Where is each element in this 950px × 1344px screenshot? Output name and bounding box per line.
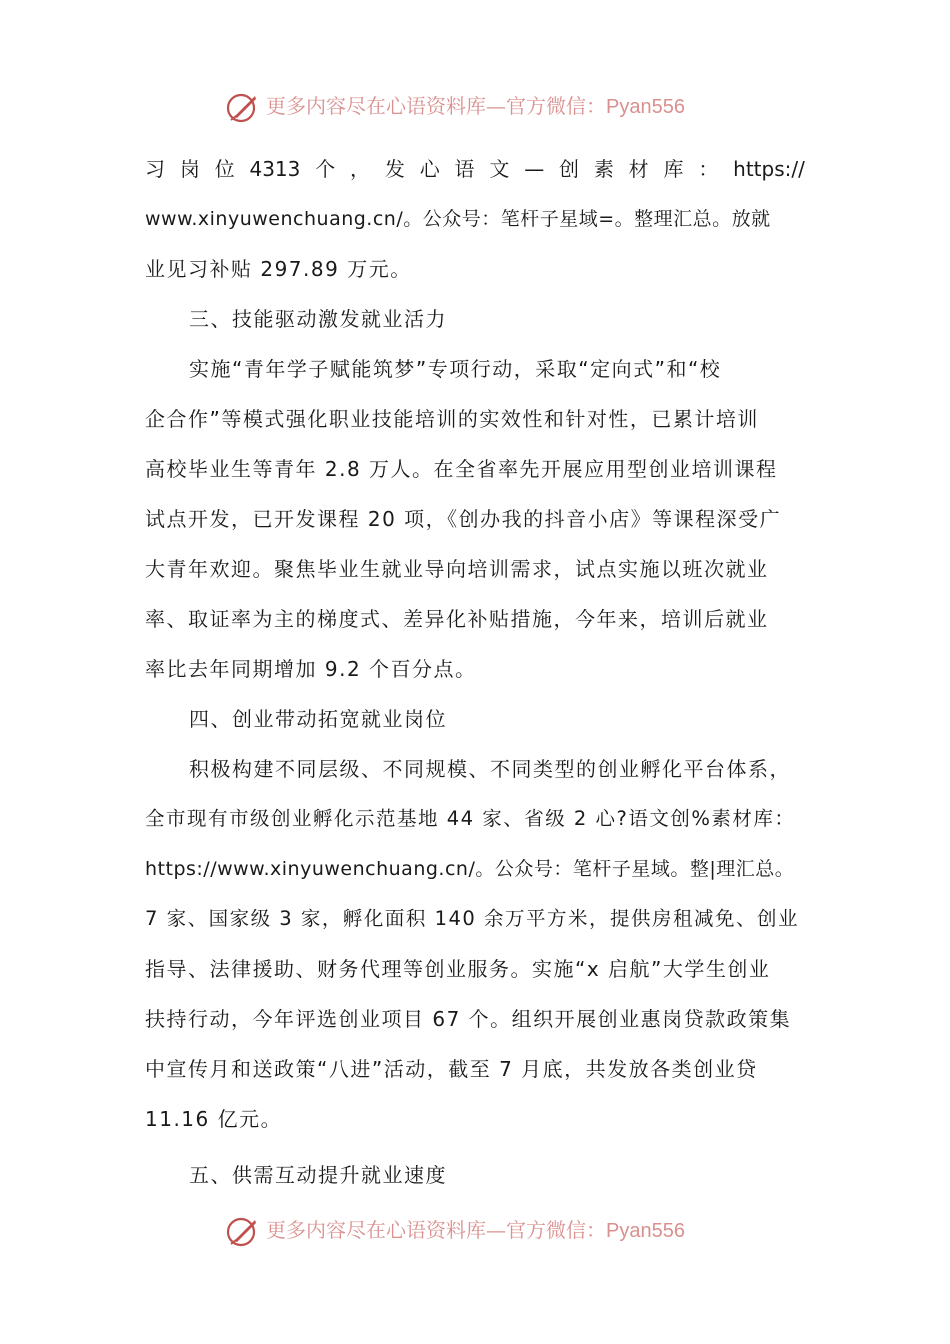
wechat-id: Pyan556 <box>606 1220 685 1242</box>
paragraph-line: 试点开发，已开发课程 20 项，《创办我的抖音小店》等课程深受广 <box>145 507 782 531</box>
paragraph-line: 业见习补贴 297.89 万元。 <box>145 257 412 281</box>
paragraph-line: https://www.xinyuwenchuang.cn/。公众号：笔杆子星域。整|理汇总。 <box>145 858 795 880</box>
first-line-token: 语 <box>454 157 475 181</box>
paragraph-line: 高校毕业生等青年 2.8 万人。在全省率先开展应用型创业培训课程 <box>145 457 778 481</box>
paragraph-line: 中宣传月和送政策“八进”活动，截至 7 月底，共发放各类创业贷 <box>145 1057 758 1081</box>
paragraph-line-1 <box>145 152 805 202</box>
paragraph-line: 7 家、国家级 3 家，孵化面积 140 余万平方米，提供房租减免、创业 <box>145 907 800 930</box>
wechat-id: Pyan556 <box>606 96 685 118</box>
paragraph-line: 率、取证率为主的梯度式、差异化补贴措施，今年来，培训后就业 <box>145 607 769 631</box>
first-line-token: 素 <box>593 157 614 181</box>
paragraph-line: 企合作”等模式强化职业技能培训的实效性和针对性，已累计培训 <box>145 407 759 431</box>
first-line-token: 个 <box>315 157 336 181</box>
document-body <box>145 152 805 1208</box>
first-line-token: — <box>524 157 545 181</box>
first-line-token: 材 <box>628 157 649 181</box>
first-line-token: 心 <box>419 157 440 181</box>
paragraph-line: 11.16 亿元。 <box>145 1107 283 1131</box>
first-line-token: 位 <box>214 157 235 181</box>
first-line-token: 4313 <box>249 157 301 181</box>
section-heading-3: 三、技能驱动激发就业活力 <box>189 307 447 331</box>
first-line-token: https:// <box>733 157 805 181</box>
first-line-token: ， <box>350 157 371 181</box>
first-line-token: 库 <box>663 157 684 181</box>
first-line-token: ： <box>698 157 719 181</box>
watermark-footer <box>0 1210 950 1250</box>
first-line-token: 岗 <box>179 157 200 181</box>
first-line-token: 发 <box>384 157 405 181</box>
paragraph-line: 率比去年同期增加 9.2 个百分点。 <box>145 657 477 681</box>
watermark-header <box>0 86 950 126</box>
feather-pen-logo-icon <box>225 90 261 126</box>
section-heading-4: 四、创业带动拓宽就业岗位 <box>189 707 447 731</box>
first-line-token: 创 <box>559 157 580 181</box>
paragraph-line: 积极构建不同层级、不同规模、不同类型的创业孵化平台体系， <box>189 757 791 781</box>
feather-pen-logo-icon <box>225 1214 261 1250</box>
paragraph-line: 大青年欢迎。聚焦毕业生就业导向培训需求，试点实施以班次就业 <box>145 557 769 581</box>
first-line-token: 文 <box>489 157 510 181</box>
paragraph-line: 扶持行动，今年评选创业项目 67 个。组织开展创业惠岗贷款政策集 <box>145 1007 792 1031</box>
first-line-token: 习 <box>145 157 165 181</box>
paragraph-line: 实施“青年学子赋能筑梦”专项行动，采取“定向式”和“校 <box>189 357 722 381</box>
paragraph-line: www.xinyuwenchuang.cn/。公众号：笔杆子星域=。整理汇总。放就 <box>145 208 771 230</box>
section-heading-5: 五、供需互动提升就业速度 <box>189 1163 447 1187</box>
paragraph-line: 全市现有市级创业孵化示范基地 44 家、省级 2 心?语文创%素材库： <box>145 807 796 830</box>
paragraph-line: 指导、法律援助、财务代理等创业服务。实施“x 启航”大学生创业 <box>145 957 771 981</box>
watermark-text: 更多内容尽在心语资料库—官方微信：Pyan556 <box>266 94 685 118</box>
watermark-text: 更多内容尽在心语资料库—官方微信：Pyan556 <box>266 1218 685 1242</box>
